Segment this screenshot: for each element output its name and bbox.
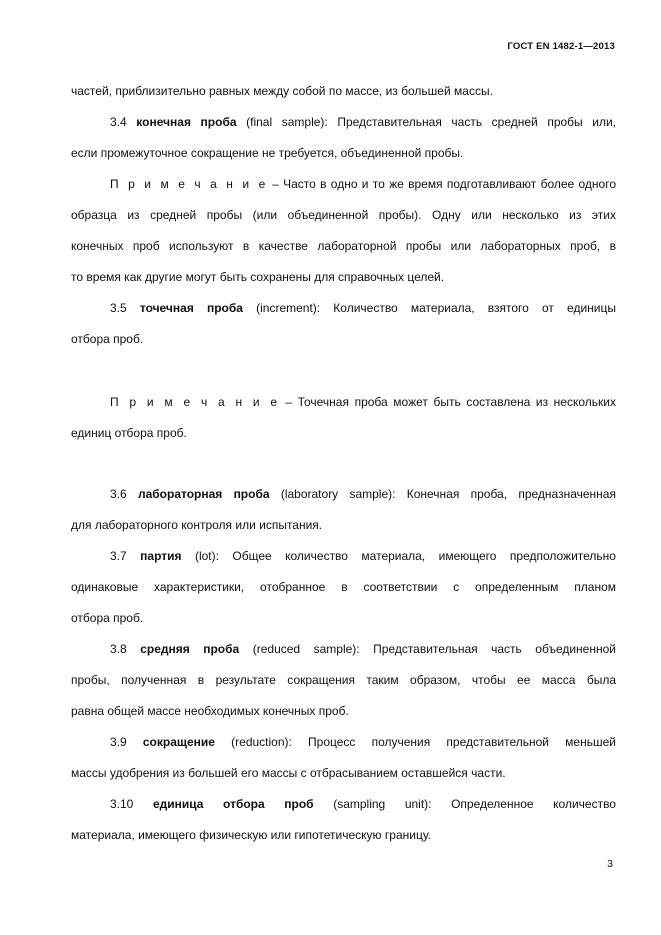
definition-line: отбора проб. bbox=[71, 332, 144, 346]
definition-number: 3.5 bbox=[110, 301, 127, 315]
definition-3-9 bbox=[71, 727, 616, 789]
definition-term: партия bbox=[140, 549, 182, 563]
definition-line bbox=[71, 727, 616, 758]
note-text: – Точечная проба может быть составлена из нескольких bbox=[285, 395, 616, 409]
note-line bbox=[71, 169, 616, 200]
definition-line: пробы, полученная в результате сокращения таким образом, чтобы ее масса была bbox=[71, 673, 616, 687]
definition-term: лабораторная проба bbox=[137, 487, 270, 501]
note-1 bbox=[71, 169, 616, 293]
definition-line: если промежуточное сокращение не требуется, объединенной пробы. bbox=[71, 146, 464, 160]
definition-number: 3.8 bbox=[110, 642, 127, 656]
definition-term: точечная проба bbox=[139, 301, 243, 315]
definition-line bbox=[71, 634, 616, 665]
note-label: П р и м е ч а н и е bbox=[110, 395, 280, 409]
definition-number: 3.4 bbox=[110, 115, 127, 129]
definition-term: средняя проба bbox=[140, 642, 240, 656]
definition-line bbox=[71, 107, 616, 138]
definition-text: (laboratory sample): Конечная проба, предназначенная bbox=[280, 487, 616, 501]
definition-text: (increment): Количество материала, взятого от единицы bbox=[256, 301, 616, 315]
definition-text: (reduced sample): Представительная часть объединенной bbox=[252, 642, 616, 656]
definition-line: материала, имеющего физическую или гипотетическую границу. bbox=[71, 828, 431, 842]
definition-3-4 bbox=[71, 107, 616, 169]
definition-3-5 bbox=[71, 293, 616, 355]
note-line: образца из средней пробы (или объединенной пробы). Одну или несколько из этих bbox=[71, 208, 616, 222]
note-label: П р и м е ч а н и е bbox=[110, 177, 268, 191]
definition-line: равна общей массе необходимых конечных проб. bbox=[71, 704, 349, 718]
definition-number: 3.7 bbox=[110, 549, 127, 563]
definition-3-10 bbox=[71, 789, 616, 851]
definition-term: единица отбора проб bbox=[152, 797, 314, 811]
definition-number: 3.6 bbox=[110, 487, 127, 501]
definition-line: одинаковые характеристики, отобранное в соответствии с определенным планом bbox=[71, 580, 616, 594]
definition-term: сокращение bbox=[142, 735, 215, 749]
note-text: – Часто в одно и то же время подготавливают более одного bbox=[272, 177, 616, 191]
note-2 bbox=[71, 387, 616, 449]
definition-line: массы удобрения из большей его массы с отбрасыванием оставшейся части. bbox=[71, 766, 506, 780]
note-line: то время как другие могут быть сохранены для справочных целей. bbox=[71, 270, 445, 284]
note-line: единиц отбора проб. bbox=[71, 426, 187, 440]
definition-text: (sampling unit): Определенное количество bbox=[333, 797, 616, 811]
definition-text: (reduction): Процесс получения представительной меньшей bbox=[231, 735, 616, 749]
definition-3-6 bbox=[71, 479, 616, 541]
note-line bbox=[71, 387, 616, 418]
definition-line: отбора проб. bbox=[71, 611, 144, 625]
definition-3-7 bbox=[71, 541, 616, 634]
document-code-header: ГОСТ EN 1482-1—2013 bbox=[507, 41, 615, 52]
definition-line bbox=[71, 479, 616, 510]
definition-3-8 bbox=[71, 634, 616, 727]
definition-line bbox=[71, 789, 616, 820]
note-line: конечных проб используют в качестве лабораторной пробы или лабораторных проб, в bbox=[71, 239, 616, 253]
definition-line bbox=[71, 293, 616, 324]
definition-text: (final sample): Представительная часть средней пробы или, bbox=[246, 115, 617, 129]
definition-number: 3.10 bbox=[110, 797, 134, 811]
definition-line bbox=[71, 541, 616, 572]
document-body bbox=[71, 76, 616, 851]
definition-line: для лабораторного контроля или испытания. bbox=[71, 518, 323, 532]
page-number: 3 bbox=[607, 858, 613, 870]
continuation-line: частей, приблизительно равных между собой по массе, из большей массы. bbox=[71, 84, 493, 98]
definition-term: конечная проба bbox=[136, 115, 237, 129]
definition-text: (lot): Общее количество материала, имеющего предположительно bbox=[194, 549, 616, 563]
definition-number: 3.9 bbox=[110, 735, 127, 749]
